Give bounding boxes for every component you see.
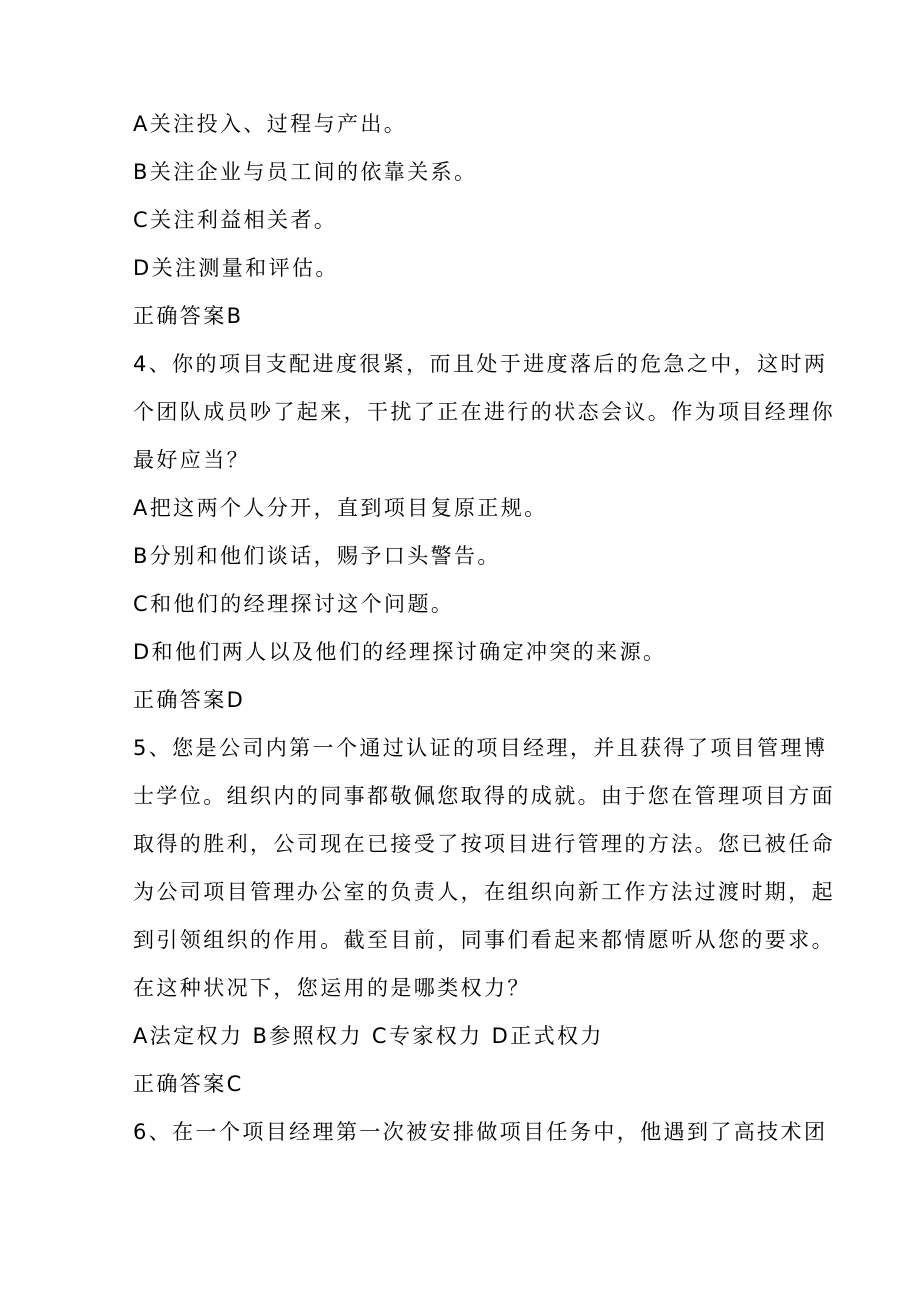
q5-options — [133, 1024, 788, 1048]
q4-option-d — [133, 640, 788, 664]
text-line: 4、你的项目支配进度很紧，而且处于进度落后的危急之中，这时两 — [133, 352, 828, 376]
text-line: A把这两个人分开，直到项目复原正规。 — [133, 496, 548, 520]
text-line: A关注投入、过程与产出。 — [133, 112, 408, 136]
q3-option-a — [133, 112, 788, 136]
text-line: 6、在一个项目经理第一次被安排做项目任务中，他遇到了高技术团 — [133, 1120, 828, 1144]
text-line: 5、您是公司内第一个通过认证的项目经理，并且获得了项目管理博 — [133, 736, 828, 760]
q3-option-b — [133, 160, 788, 184]
text-line: 正确答案D — [133, 688, 246, 712]
q4-option-b — [133, 544, 788, 568]
text-line: 在这种状况下，您运用的是哪类权力？ — [133, 976, 531, 1000]
text-line: 士学位。组织内的同事都敬佩您取得的成就。由于您在管理项目方面 — [133, 784, 835, 808]
q4-answer — [133, 688, 788, 712]
text-line: D和他们两人以及他们的经理探讨确定冲突的来源。 — [133, 640, 667, 664]
text-line: 正确答案C — [133, 1072, 244, 1096]
text-line: 正确答案B — [133, 304, 244, 328]
text-line: C关注利益相关者。 — [133, 208, 338, 232]
q3-option-d — [133, 256, 788, 280]
q3-answer — [133, 304, 788, 328]
q3-option-c — [133, 208, 788, 232]
text-line: 为公司项目管理办公室的负责人，在组织向新工作方法过渡时期，起 — [133, 880, 835, 904]
text-line: A法定权力 B参照权力 C专家权力 D正式权力 — [133, 1024, 604, 1048]
text-line: 取得的胜利，公司现在已接受了按项目进行管理的方法。您已被任命 — [133, 832, 835, 856]
text-line: D关注测量和评估。 — [133, 256, 339, 280]
q4-option-a — [133, 496, 788, 520]
text-line: 个团队成员吵了起来，干扰了正在进行的状态会议。作为项目经理你 — [133, 400, 835, 424]
text-line: 最好应当？ — [133, 448, 250, 472]
document-content — [133, 112, 835, 1168]
question-5 — [133, 736, 835, 1000]
q5-answer — [133, 1072, 788, 1096]
text-line: 到引领组织的作用。截至目前，同事们看起来都情愿听从您的要求。 — [133, 928, 835, 952]
text-line: B关注企业与员工间的依靠关系。 — [133, 160, 478, 184]
text-line: C和他们的经理探讨这个问题。 — [133, 592, 455, 616]
q4-option-c — [133, 592, 788, 616]
text-line: B分别和他们谈话，赐予口头警告。 — [133, 544, 501, 568]
question-4 — [133, 352, 835, 472]
question-6 — [133, 1120, 828, 1144]
